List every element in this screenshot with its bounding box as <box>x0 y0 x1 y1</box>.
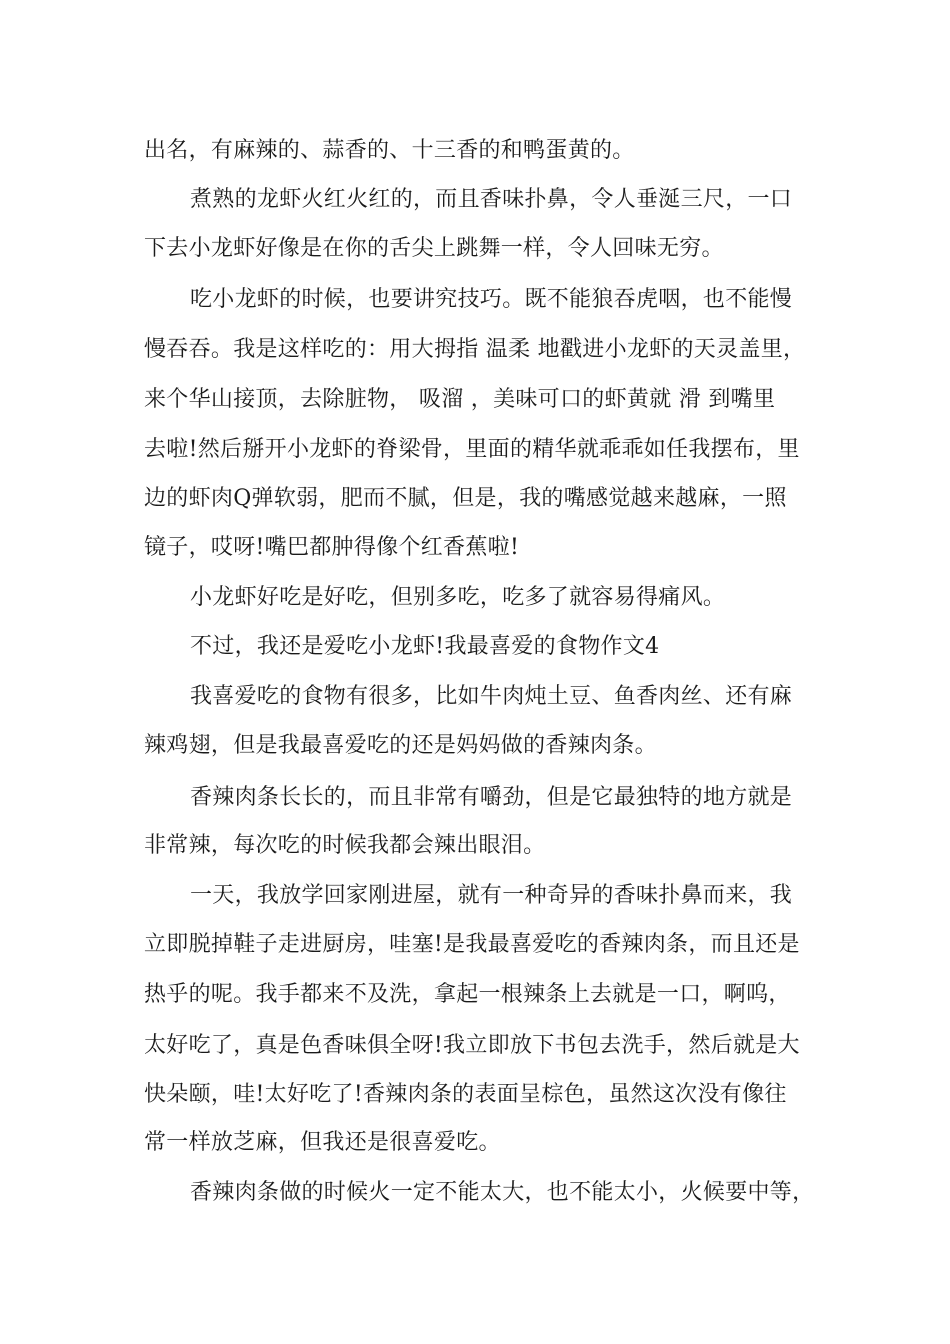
text-line: 我喜爱吃的食物有很多，比如牛肉炖土豆、鱼香肉丝、还有麻 <box>190 684 793 709</box>
text-line: 立即脱掉鞋子走进厨房，哇塞!是我最喜爱吃的香辣肉条，而且还是 <box>144 932 800 957</box>
text-line: 吃小龙虾的时候，也要讲究技巧。既不能狼吞虎咽，也不能慢 <box>190 287 793 312</box>
text-line: 镜子，哎呀!嘴巴都肿得像个红香蕉啦! <box>144 535 520 560</box>
text-line: 来个华山接顶，去除脏物， 吸溜 ，美味可口的虾黄就 滑 到嘴里 <box>144 387 776 412</box>
text-line: 香辣肉条长长的，而且非常有嚼劲，但是它最独特的地方就是 <box>190 785 793 810</box>
text-line: 热乎的呢。我手都来不及洗，拿起一根辣条上去就是一口，啊呜， <box>144 982 791 1007</box>
text-line: 非常辣，每次吃的时候我都会辣出眼泪。 <box>144 833 546 858</box>
text-line: 小龙虾好吃是好吃，但别多吃，吃多了就容易得痛风。 <box>190 585 726 610</box>
text-line: 边的虾肉Q弹软弱，肥而不腻，但是，我的嘴感觉越来越麻，一照 <box>144 486 787 511</box>
text-line: 常一样放芝麻，但我还是很喜爱吃。 <box>144 1130 501 1155</box>
text-line: 快朵颐，哇!太好吃了!香辣肉条的表面呈棕色，虽然这次没有像往 <box>144 1082 787 1107</box>
text-line: 香辣肉条做的时候火一定不能太大，也不能太小，火候要中等， <box>190 1180 815 1205</box>
text-line: 去啦!然后掰开小龙虾的脊梁骨，里面的精华就乖乖如任我摆布，里 <box>144 437 800 462</box>
text-line: 一天，我放学回家刚进屋，就有一种奇异的香味扑鼻而来，我 <box>190 883 793 908</box>
text-line: 辣鸡翅，但是我最喜爱吃的还是妈妈做的香辣肉条。 <box>144 733 657 758</box>
text-line: 不过，我还是爱吃小龙虾!我最喜爱的食物作文4 <box>190 634 660 659</box>
text-line: 出名，有麻辣的、蒜香的、十三香的和鸭蛋黄的。 <box>144 138 635 163</box>
text-line: 太好吃了，真是色香味俱全呀!我立即放下书包去洗手，然后就是大 <box>144 1033 800 1058</box>
text-line: 下去小龙虾好像是在你的舌尖上跳舞一样，令人回味无穷。 <box>144 236 724 261</box>
text-line: 煮熟的龙虾火红火红的，而且香味扑鼻，令人垂涎三尺，一口 <box>190 187 793 212</box>
text-line: 慢吞吞。我是这样吃的：用大拇指 温柔 地戳进小龙虾的天灵盖里， <box>144 337 806 362</box>
